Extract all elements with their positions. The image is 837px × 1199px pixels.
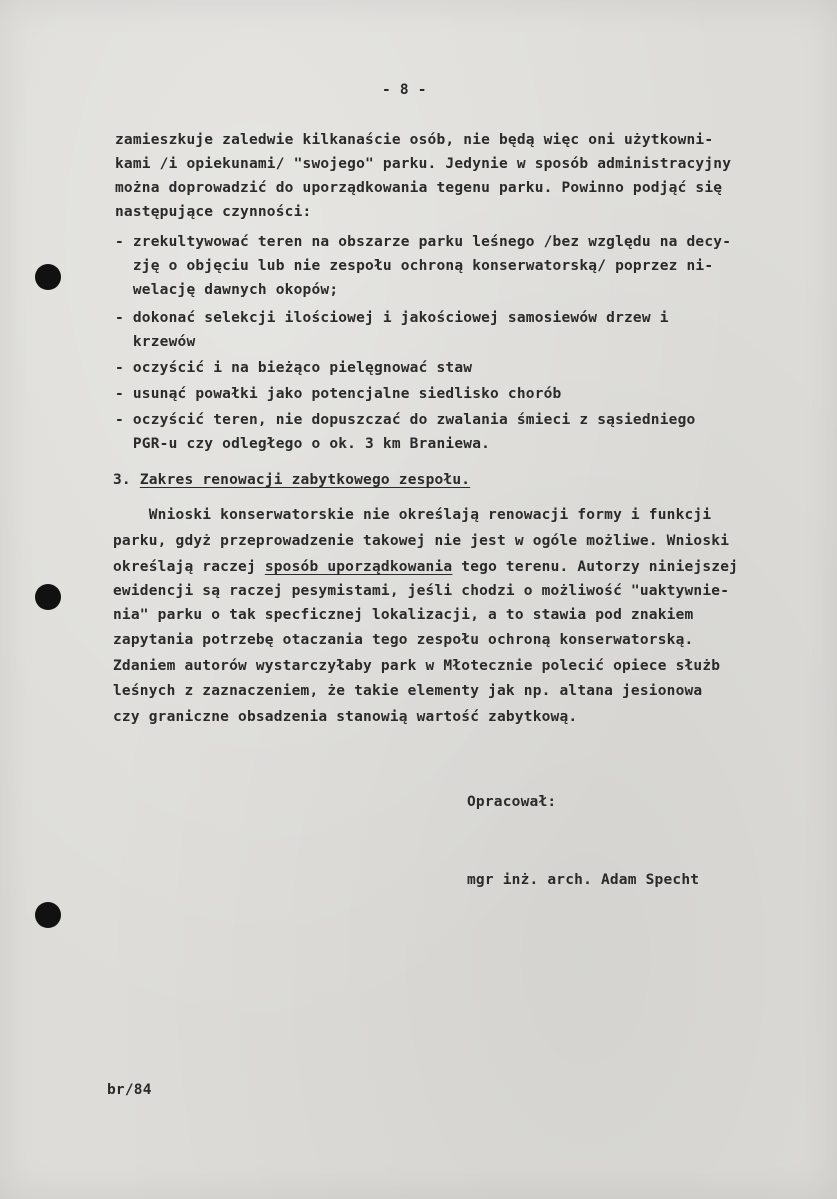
list-item: - dokonać selekcji ilościowej i jakościowej samosiewów drzew i [115, 310, 669, 326]
paragraph-line: parku, gdyż przeprowadzenie takowej nie jest w ogóle możliwe. Wnioski [113, 533, 730, 549]
text-line: można doprowadzić do uporządkowania tegenu parku. Powinno podjąć się [115, 180, 723, 196]
paragraph-line: ewidencji są raczej pesymistami, jeśli chodzi o możliwość "uaktywnie- [113, 583, 730, 599]
signature-name: mgr inż. arch. Adam Specht [467, 872, 700, 888]
signature-label: Opracował: [467, 794, 557, 810]
paragraph-line: Zdaniem autorów wystarczyłaby park w Młotecznie polecić opiece służb [113, 658, 721, 674]
text-line: zamieszkuje zaledwie kilkanaście osób, nie będą więc oni użytkowni- [115, 132, 714, 148]
list-item: - oczyścić i na bieżąco pielęgnować staw [115, 360, 473, 376]
punch-hole [35, 902, 61, 928]
page-number: - 8 - [382, 82, 427, 98]
list-item: PGR-u czy odległego o ok. 3 km Braniewa. [115, 436, 491, 452]
section-title: Zakres renowacji zabytkowego zespołu. [139, 472, 471, 488]
list-item: welację dawnych okopów; [115, 282, 339, 298]
footer-code: br/84 [107, 1082, 152, 1098]
paragraph-line: nia" parku o tak specficznej lokalizacji, a to stawia pod znakiem [113, 607, 694, 623]
list-item: krzewów [115, 334, 196, 350]
list-item: - usunąć powałki jako potencjalne siedlisko chorób [115, 386, 562, 402]
punch-hole [35, 584, 61, 610]
text-line: następujące czynności: [115, 204, 312, 220]
paragraph-line [113, 555, 738, 579]
paragraph-line: czy graniczne obsadzenia stanowią wartość zabytkową. [113, 709, 578, 725]
list-item: zję o objęciu lub nie zespołu ochroną konserwatorską/ poprzez ni- [115, 258, 714, 274]
paragraph-line: leśnych z zaznaczeniem, że takie elementy jak np. altana jesionowa [113, 683, 703, 699]
paragraph-line: zapytania potrzebę otaczania tego zespołu ochroną konserwatorską. [113, 632, 694, 648]
paragraph-line: Wnioski konserwatorskie nie określają renowacji formy i funkcji [113, 507, 712, 523]
list-item: - zrekultywować teren na obszarze parku leśnego /bez względu na decy- [115, 234, 732, 250]
text-span: tego terenu. Autorzy niniejszej [452, 559, 739, 575]
underlined-phrase: sposób uporządkowania [264, 559, 453, 575]
section-heading [113, 468, 470, 492]
punch-hole [35, 264, 61, 290]
text-line: kami /i opiekunami/ "swojego" parku. Jedynie w sposób administracyjny [115, 156, 732, 172]
section-number: 3. [113, 472, 131, 488]
list-item: - oczyścić teren, nie dopuszczać do zwalania śmieci z sąsiedniego [115, 412, 696, 428]
text-span: określają raczej [113, 559, 265, 575]
